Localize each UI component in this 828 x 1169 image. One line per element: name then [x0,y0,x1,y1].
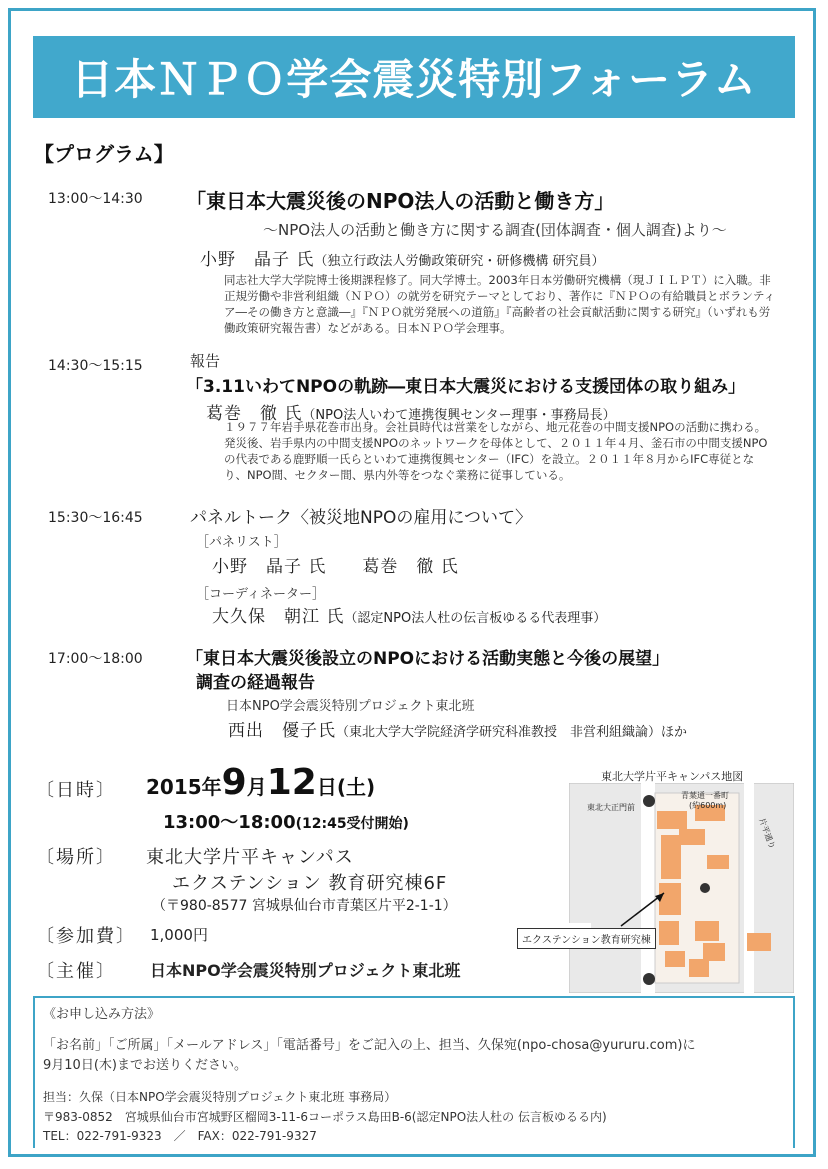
place-line-1: 東北大学片平キャンパス [146,847,354,868]
place-label: 〔場所〕 [36,847,116,868]
coordinator [212,602,606,627]
host-label: 〔主催〕 [36,961,116,982]
session-2-speaker-affil: （NPO法人いわて連携復興センター理事・事務局長） [302,408,616,423]
session-4-speaker [228,716,687,741]
date-year: 2015年 [146,775,222,799]
date-value [146,762,375,803]
session-4-title: 「東日本大震災後設立のNPOにおける活動実態と今後の展望」 [186,649,670,669]
forum-title: 日本ＮＰＯ学会震災特別フォーラム [71,55,757,104]
session-4-org: 日本NPO学会震災特別プロジェクト東北班 [226,699,475,714]
forum-title-bar [33,36,795,118]
map-subway-note: (約600m) [689,801,727,810]
date-day-unit: 日 [316,775,337,799]
session-4-title2: 調査の経過報告 [196,673,315,693]
panelists: 小野 晶子 氏 葛巻 徹 氏 [212,557,459,577]
apply-address: 〒983-0852 宮城県仙台市宮城野区榴岡3-11-6コーポラス島田B-6(認定NPO法人杜の 伝言板ゆるる内) [43,1110,607,1124]
session-2-title: 「3.11いわてNPOの軌跡―東日本大震災における支援団体の取り組み」 [186,377,746,397]
date-month-unit: 月 [246,775,267,799]
fee-value: 1,000円 [150,926,208,944]
host-value: 日本NPO学会震災特別プロジェクト東北班 [150,961,461,980]
session-4-speaker-affil: （東北大学大学院経済学研究科准教授 非営利組織論）ほか [336,725,688,740]
map-callout: エクステンション教育研究棟 [517,928,656,949]
session-1-subtitle: 〜NPO法人の活動と働き方に関する調査(団体調査・個人調査)より〜 [263,221,727,239]
time-value [163,808,409,834]
session-2-bio: １９７７年岩手県花巻市出身。会社員時代は営業をしながら、地元花巻の中間支援NPOの活動に携わる。発災後、岩手県内の中間支援NPOのネットワークを母体として、２０１１年４月、釜石市の中間支援NPOの代表である鹿野順一氏らといわて連携復興センター（IFC）を設立。２０１１年８月からIFC専従となり、NPO間、セクター間、県内外等をつなぐ業務に従事している。 [224,420,768,482]
campus-map [522,768,794,993]
apply-line-2: 9月10日(木)までお送りください。 [43,1058,247,1073]
apply-heading: 《お申し込み方法》 [43,1007,161,1022]
map-arrow [569,768,794,993]
session-4-speaker-name: 西出 優子氏 [228,721,336,741]
apply-line-1: 「お名前」「ご所属」「メールアドレス」「電話番号」をご記入の上、担当、久保宛(npo-chosa@yururu.com)に [43,1038,696,1053]
session-2-time: 14:30〜15:15 [48,358,143,374]
apply-contact: 担当：久保（日本NPO学会震災特別プロジェクト東北班 事務局） [43,1090,397,1104]
place-line-3: （〒980-8577 宮城県仙台市青葉区片平2-1-1） [152,898,457,914]
session-3-time: 15:30〜16:45 [48,510,143,526]
date-day: 12 [266,762,317,803]
time-range: 13:00〜18:00 [163,812,296,833]
apply-tel-fax: TEL：022-791-9323 ／ FAX：022-791-9327 [43,1129,317,1143]
session-1-title: 「東日本大震災後のNPO法人の活動と働き方」 [186,189,615,213]
time-note: (12:45受付開始) [295,816,409,832]
session-1-speaker-affil: （独立行政法人労働政策研究・研修機構 研究員） [314,254,605,269]
application-box [33,996,795,1148]
date-label: 〔日時〕 [36,780,116,801]
session-1-bio: 同志社大学大学院博士後期課程修了。同大学博士。2003年日本労働研究機構（現ＪＩＬＰＴ）に入職。非正規労働や非営利組織（ＮＰＯ）の就労を研究テーマとしており、著作に『ＮＰＯの有給職員とボランティア―その働き方と意識―』『ＮＰＯ就労発展への道筋』『高齢者の社会貢献活動に関する研究』（いずれも労働政策研究報告書）などがある。日本ＮＰＯ学会理事。 [224,273,776,335]
session-3-title: パネルトーク〈被災地NPOの雇用について〉 [190,508,533,528]
session-1-speaker-name: 小野 晶子 氏 [200,250,315,270]
session-4-time: 17:00〜18:00 [48,651,143,667]
session-2-speaker-name: 葛巻 徹 氏 [206,404,303,424]
panelist-label: ［パネリスト］ [196,535,287,550]
map-gate-label: 東北大正門前 [587,803,635,812]
coordinator-label: ［コーディネーター］ [196,587,325,602]
coordinator-affil: （認定NPO法人杜の伝言板ゆるる代表理事） [344,611,607,626]
map-subway-label: 青葉通一番町 [681,791,729,800]
date-month: 9 [221,762,247,803]
map-title: 東北大学片平キャンパス地図 [601,770,744,783]
map-road-label: 片平通り [757,816,777,851]
session-1-time: 13:00〜14:30 [48,191,143,207]
program-heading: 【プログラム】 [34,142,174,166]
session-2-pre: 報告 [190,352,221,370]
date-dow: (土) [336,775,376,799]
place-line-2: エクステンション 教育研究棟6F [172,873,448,894]
session-1-speaker [200,245,605,270]
fee-label: 〔参加費〕 [36,926,136,947]
coordinator-name: 大久保 朝江 氏 [212,607,345,627]
